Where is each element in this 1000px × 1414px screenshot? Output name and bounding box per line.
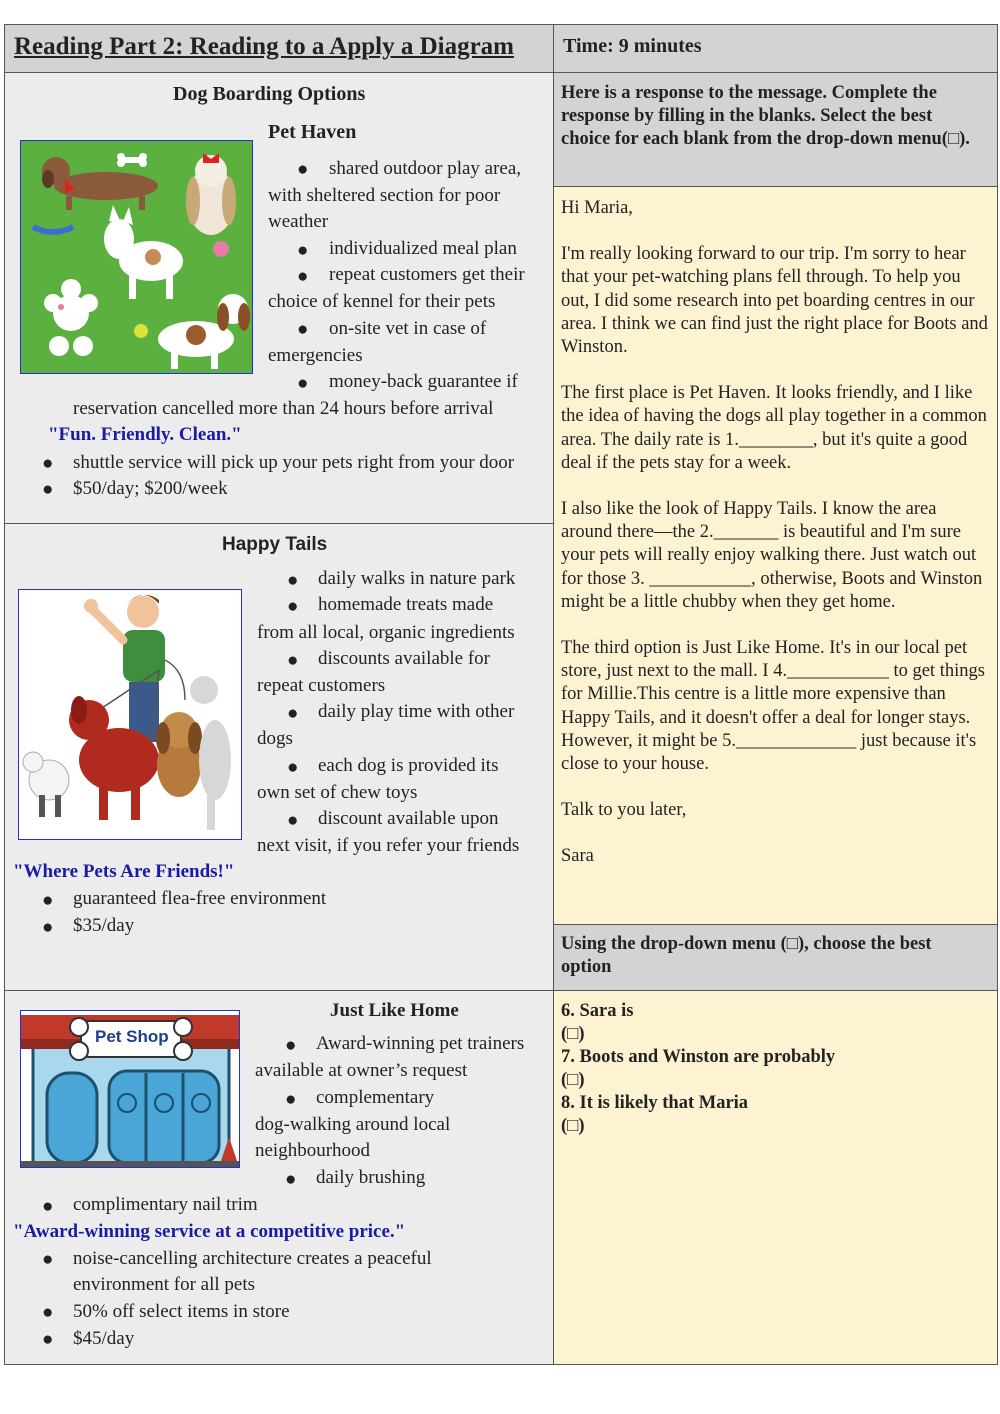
bullet-icon: ● [42,890,54,911]
letter-closing: Talk to you later, [561,800,687,821]
list-item: weather [268,211,329,232]
bullet-icon: ● [297,240,309,261]
pet-haven-slogan: "Fun. Friendly. Clean." [48,424,242,445]
list-item: each dog is provided its [318,755,499,776]
happy-tails-walker-image [18,589,242,840]
time-label: Time: 9 minutes [563,35,702,57]
question-8-dropdown[interactable]: (□) [561,1116,585,1136]
letter-paragraph: I'm really looking forward to our trip. I'm sorry to hear that your pet-watching plans fell through. To help you out, I did some research into pet boarding centres in our area. I think we can find just the right place for Boots and Winston. [561,244,988,358]
list-item: environment for all pets [73,1274,256,1295]
list-item: available at owner’s request [255,1060,468,1081]
pet-haven-name: Pet Haven [268,121,357,143]
list-item: reservation cancelled more than 24 hours before arrival [73,398,494,419]
list-item: Award-winning pet trainers [316,1033,525,1054]
bullet-icon: ● [42,453,54,474]
question-7-dropdown[interactable]: (□) [561,1070,585,1090]
just-like-home-name: Just Like Home [330,1000,459,1021]
bullet-icon: ● [42,1196,54,1217]
list-item: dog-walking around local [255,1114,451,1135]
question-6-label: 6. Sara is [561,1001,634,1021]
bullet-icon: ● [42,1302,54,1323]
bullet-icon: ● [42,479,54,500]
bullet-icon: ● [42,917,54,938]
bullet-icon: ● [297,266,309,287]
bullet-icon: ● [285,1169,297,1190]
bullet-icon: ● [287,596,299,617]
instructions-text: Here is a response to the message. Complete the response by filling in the blanks. Select the best choice for each blank from the drop-down menu(□). [561,83,970,149]
list-item: discount available upon [318,808,499,829]
list-item: with sheltered section for poor [268,185,501,206]
dogs-illustration [21,141,253,374]
list-item: $50/day; $200/week [73,478,228,499]
list-item: dogs [257,728,293,749]
list-item: daily brushing [316,1167,426,1188]
list-item: complementary [316,1087,435,1108]
list-item: from all local, organic ingredients [257,622,515,643]
list-item: individualized meal plan [329,238,517,259]
list-item: $45/day [73,1328,135,1349]
bullet-icon: ● [297,373,309,394]
question-8-label: 8. It is likely that Maria [561,1093,749,1113]
happy-tails-name: Happy Tails [222,534,328,555]
list-item: discounts available for [318,648,491,669]
bullet-icon: ● [42,1329,54,1350]
bullet-icon: ● [287,757,299,778]
dropdown-instruction: Using the drop-down menu (□), choose the best option [561,934,932,978]
bullet-icon: ● [285,1089,297,1110]
dog-walker-illustration [19,590,242,840]
list-item: next visit, if you refer your friends [257,835,520,856]
page-title: Reading Part 2: Reading to a Apply a Diagram [14,33,514,60]
list-item: shared outdoor play area, [329,158,522,179]
bullet-icon: ● [297,159,309,180]
question-6-dropdown[interactable]: (□) [561,1024,585,1044]
pet-haven-dogs-image [20,140,253,374]
list-item: choice of kennel for their pets [268,291,496,312]
list-item: neighbourhood [255,1140,371,1161]
letter-signature: Sara [561,846,594,867]
list-item: noise-cancelling architecture creates a peaceful [73,1248,432,1269]
happy-tails-slogan: "Where Pets Are Friends!" [13,861,235,882]
just-like-home-slogan: "Award-winning service at a competitive price." [13,1221,406,1242]
bullet-icon: ● [297,319,309,340]
list-item: on-site vet in case of [329,318,487,339]
section-title: Dog Boarding Options [173,83,366,105]
list-item: own set of chew toys [257,782,418,803]
bullet-icon: ● [285,1035,297,1056]
letter-greeting: Hi Maria, [561,198,633,218]
list-item: money-back guarantee if [329,371,518,392]
list-item: complimentary nail trim [73,1194,258,1215]
list-item: shuttle service will pick up your pets right from your door [73,452,515,473]
list-item: homemade treats made [318,594,494,615]
list-item: repeat customers get their [329,264,525,285]
list-item: guaranteed flea-free environment [73,888,327,909]
letter-paragraph: I also like the look of Happy Tails. I know the area around there—the 2._______ is beautiful and I'm sure your pets will really enjoy walking there. Just watch out for those 3. ___________, otherwise, Boots and Winston might be a little chubby when they get home. [561,499,983,612]
bullet-icon: ● [287,650,299,671]
list-item: daily play time with other [318,701,515,722]
bullet-icon: ● [287,703,299,724]
bullet-icon: ● [287,810,299,831]
list-item: repeat customers [257,675,386,696]
pet-shop-sign: Pet Shop [95,1027,169,1046]
letter-body [561,197,991,892]
pet-shop-image [20,1010,240,1168]
question-7-label: 7. Boots and Winston are probably [561,1047,836,1067]
bullet-icon: ● [287,570,299,591]
list-item: 50% off select items in store [73,1301,290,1322]
bullet-icon: ● [42,1249,54,1270]
letter-paragraph: The first place is Pet Haven. It looks friendly, and I like the idea of having the dogs all play together in a common area. The daily rate is 1.________, but it's quite a good deal if the pets stay for a week. [561,383,987,473]
list-item: emergencies [268,345,363,366]
list-item: daily walks in nature park [318,568,516,589]
letter-paragraph: The third option is Just Like Home. It's in our local pet store, just next to the mall. I 4.___________ to get things for Millie.This centre is a little more expensive than Happy Tails, and it doesn't offer a deal for longer stays. However, it might be 5._____________ just because it's close to your house. [561,638,985,775]
list-item: $35/day [73,915,135,936]
